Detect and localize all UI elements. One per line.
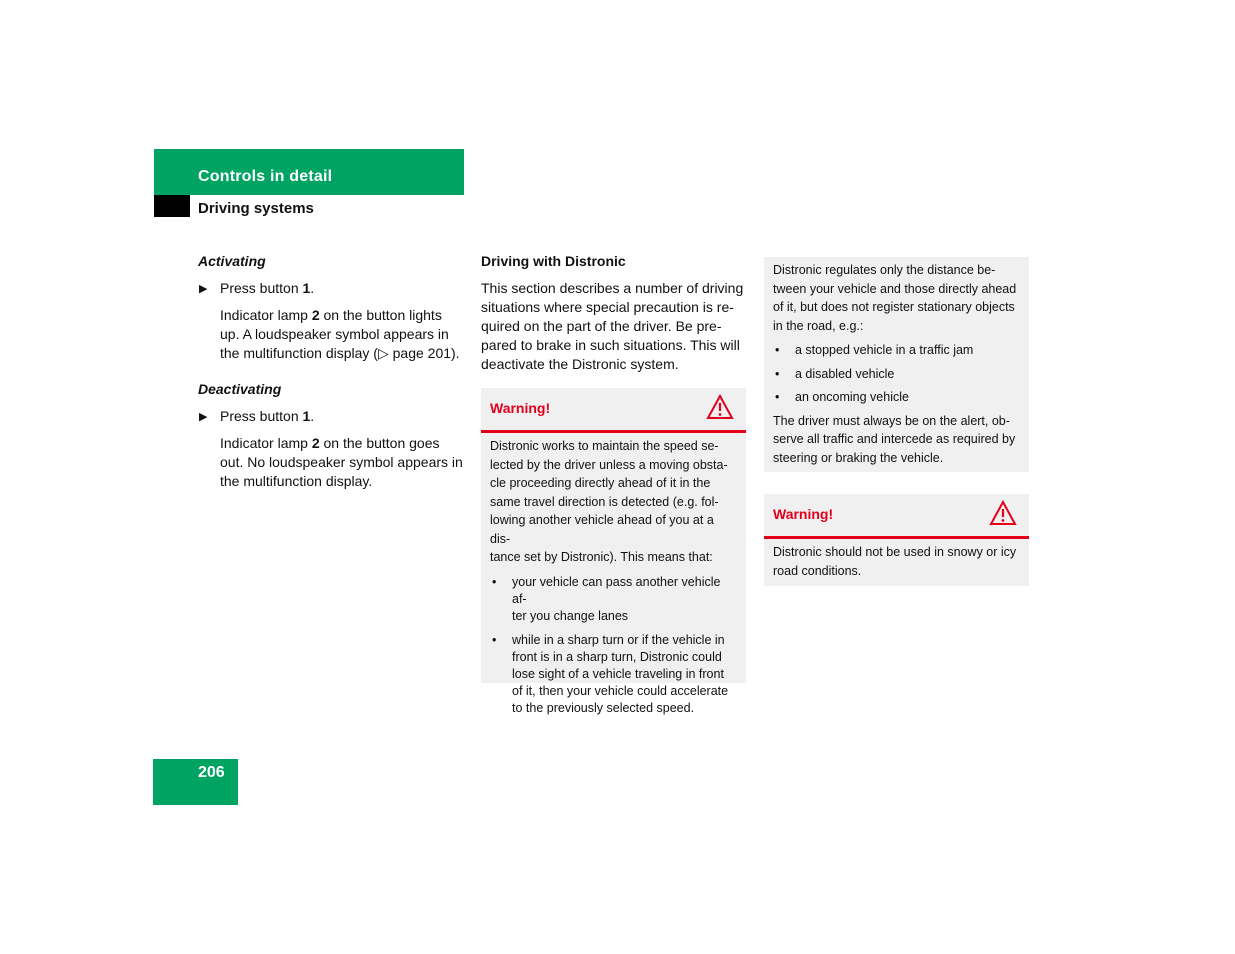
- deactivating-description: [220, 434, 470, 491]
- section-title: Driving systems: [198, 200, 314, 217]
- list-item: [490, 632, 737, 717]
- step-arrow-icon: ▶: [199, 283, 208, 295]
- distronic-intro: [481, 279, 751, 374]
- text-line: serve all traffic and intercede as required by: [773, 432, 1016, 446]
- warning-header-2: [764, 494, 1029, 539]
- activating-step-text: Press button 1.: [220, 280, 315, 296]
- section-marker: [154, 195, 190, 217]
- text-line: quired on the part of the driver. Be pre-: [481, 318, 722, 334]
- text-line: steering or braking the vehicle.: [773, 450, 944, 465]
- text-line: Indicator lamp 2 on the button goes: [220, 435, 440, 451]
- chapter-title: Controls in detail: [198, 168, 333, 185]
- list-item: [490, 574, 737, 625]
- deactivating-step: [199, 407, 315, 426]
- text-line: an oncoming vehicle: [795, 390, 909, 404]
- warning-triangle-icon: [989, 500, 1017, 526]
- text-line: of it, but does not register stationary objects: [773, 300, 1015, 314]
- text-line: deactivate the Distronic system.: [481, 356, 679, 372]
- text-line: front is in a sharp turn, Distronic could: [512, 649, 722, 664]
- deactivating-step-text: Press button 1.: [220, 408, 315, 424]
- text-line: in the road, e.g.:: [773, 318, 864, 333]
- bullet-dot: •: [775, 343, 780, 357]
- text-line: same travel direction is detected (e.g. fol-: [490, 494, 719, 509]
- text-line: lowing another vehicle ahead of you at a dis-: [490, 513, 714, 546]
- text-line: tance set by Distronic). This means that:: [490, 550, 713, 564]
- step-arrow-icon: ▶: [199, 411, 208, 423]
- text-line: to the previously selected speed.: [512, 700, 695, 715]
- text-line: while in a sharp turn or if the vehicle in: [512, 632, 725, 647]
- text-line: Distronic regulates only the distance be-: [773, 263, 996, 277]
- text-line: This section describes a number of driving: [481, 280, 744, 296]
- text-line: the multifunction display (▷ page 201).: [220, 345, 460, 361]
- text-line: tween your vehicle and those directly ahead: [773, 281, 1017, 296]
- warning-triangle-icon: [706, 394, 734, 420]
- bullet-dot: •: [492, 574, 497, 589]
- warning-title: Warning!: [773, 506, 834, 522]
- deactivating-heading: Deactivating: [198, 381, 282, 397]
- text-line: lected by the driver unless a moving obsta-: [490, 457, 728, 472]
- bullet-dot: •: [492, 632, 497, 647]
- text-line: ter you change lanes: [512, 608, 629, 623]
- note-closing: [773, 412, 1020, 468]
- text-line: Distronic works to maintain the speed se-: [490, 439, 719, 453]
- warning-body-1: [481, 433, 746, 715]
- page-number: 206: [198, 764, 225, 781]
- list-item: [773, 365, 1020, 384]
- list-item: [773, 388, 1020, 407]
- text-line: of it, then your vehicle could accelerate: [512, 683, 729, 698]
- text-line: a stopped vehicle in a traffic jam: [795, 343, 974, 357]
- warning-title: Warning!: [490, 400, 551, 416]
- text-line: a disabled vehicle: [795, 366, 895, 381]
- activating-heading: Activating: [198, 253, 266, 269]
- text-line: out. No loudspeaker symbol appears in: [220, 454, 463, 470]
- text-line: pared to brake in such situations. This will: [481, 337, 740, 353]
- text-line: the multifunction display.: [220, 473, 373, 489]
- text-line: Distronic should not be used in snowy or icy: [773, 545, 1017, 559]
- text-line: your vehicle can pass another vehicle af-: [512, 574, 721, 606]
- list-item: [773, 341, 1020, 360]
- distronic-heading: Driving with Distronic: [481, 253, 626, 269]
- note-box: [764, 257, 1029, 472]
- text-line: lose sight of a vehicle traveling in front: [512, 666, 724, 681]
- text-line: situations where special precaution is re-: [481, 299, 734, 315]
- bullet-dot: •: [775, 390, 780, 404]
- warning-header-1: [481, 388, 746, 433]
- text-line: The driver must always be on the alert, ob-: [773, 413, 1010, 428]
- text-line: Indicator lamp 2 on the button lights: [220, 307, 442, 323]
- activating-description: [220, 306, 470, 363]
- text-line: road conditions.: [773, 563, 862, 578]
- page-number-box: [153, 759, 238, 805]
- bullet-dot: •: [775, 366, 780, 381]
- activating-step: [199, 279, 315, 298]
- warning-body-2: [764, 539, 1029, 586]
- text-line: cle proceeding directly ahead of it in the: [490, 476, 711, 490]
- text-line: up. A loudspeaker symbol appears in: [220, 326, 449, 342]
